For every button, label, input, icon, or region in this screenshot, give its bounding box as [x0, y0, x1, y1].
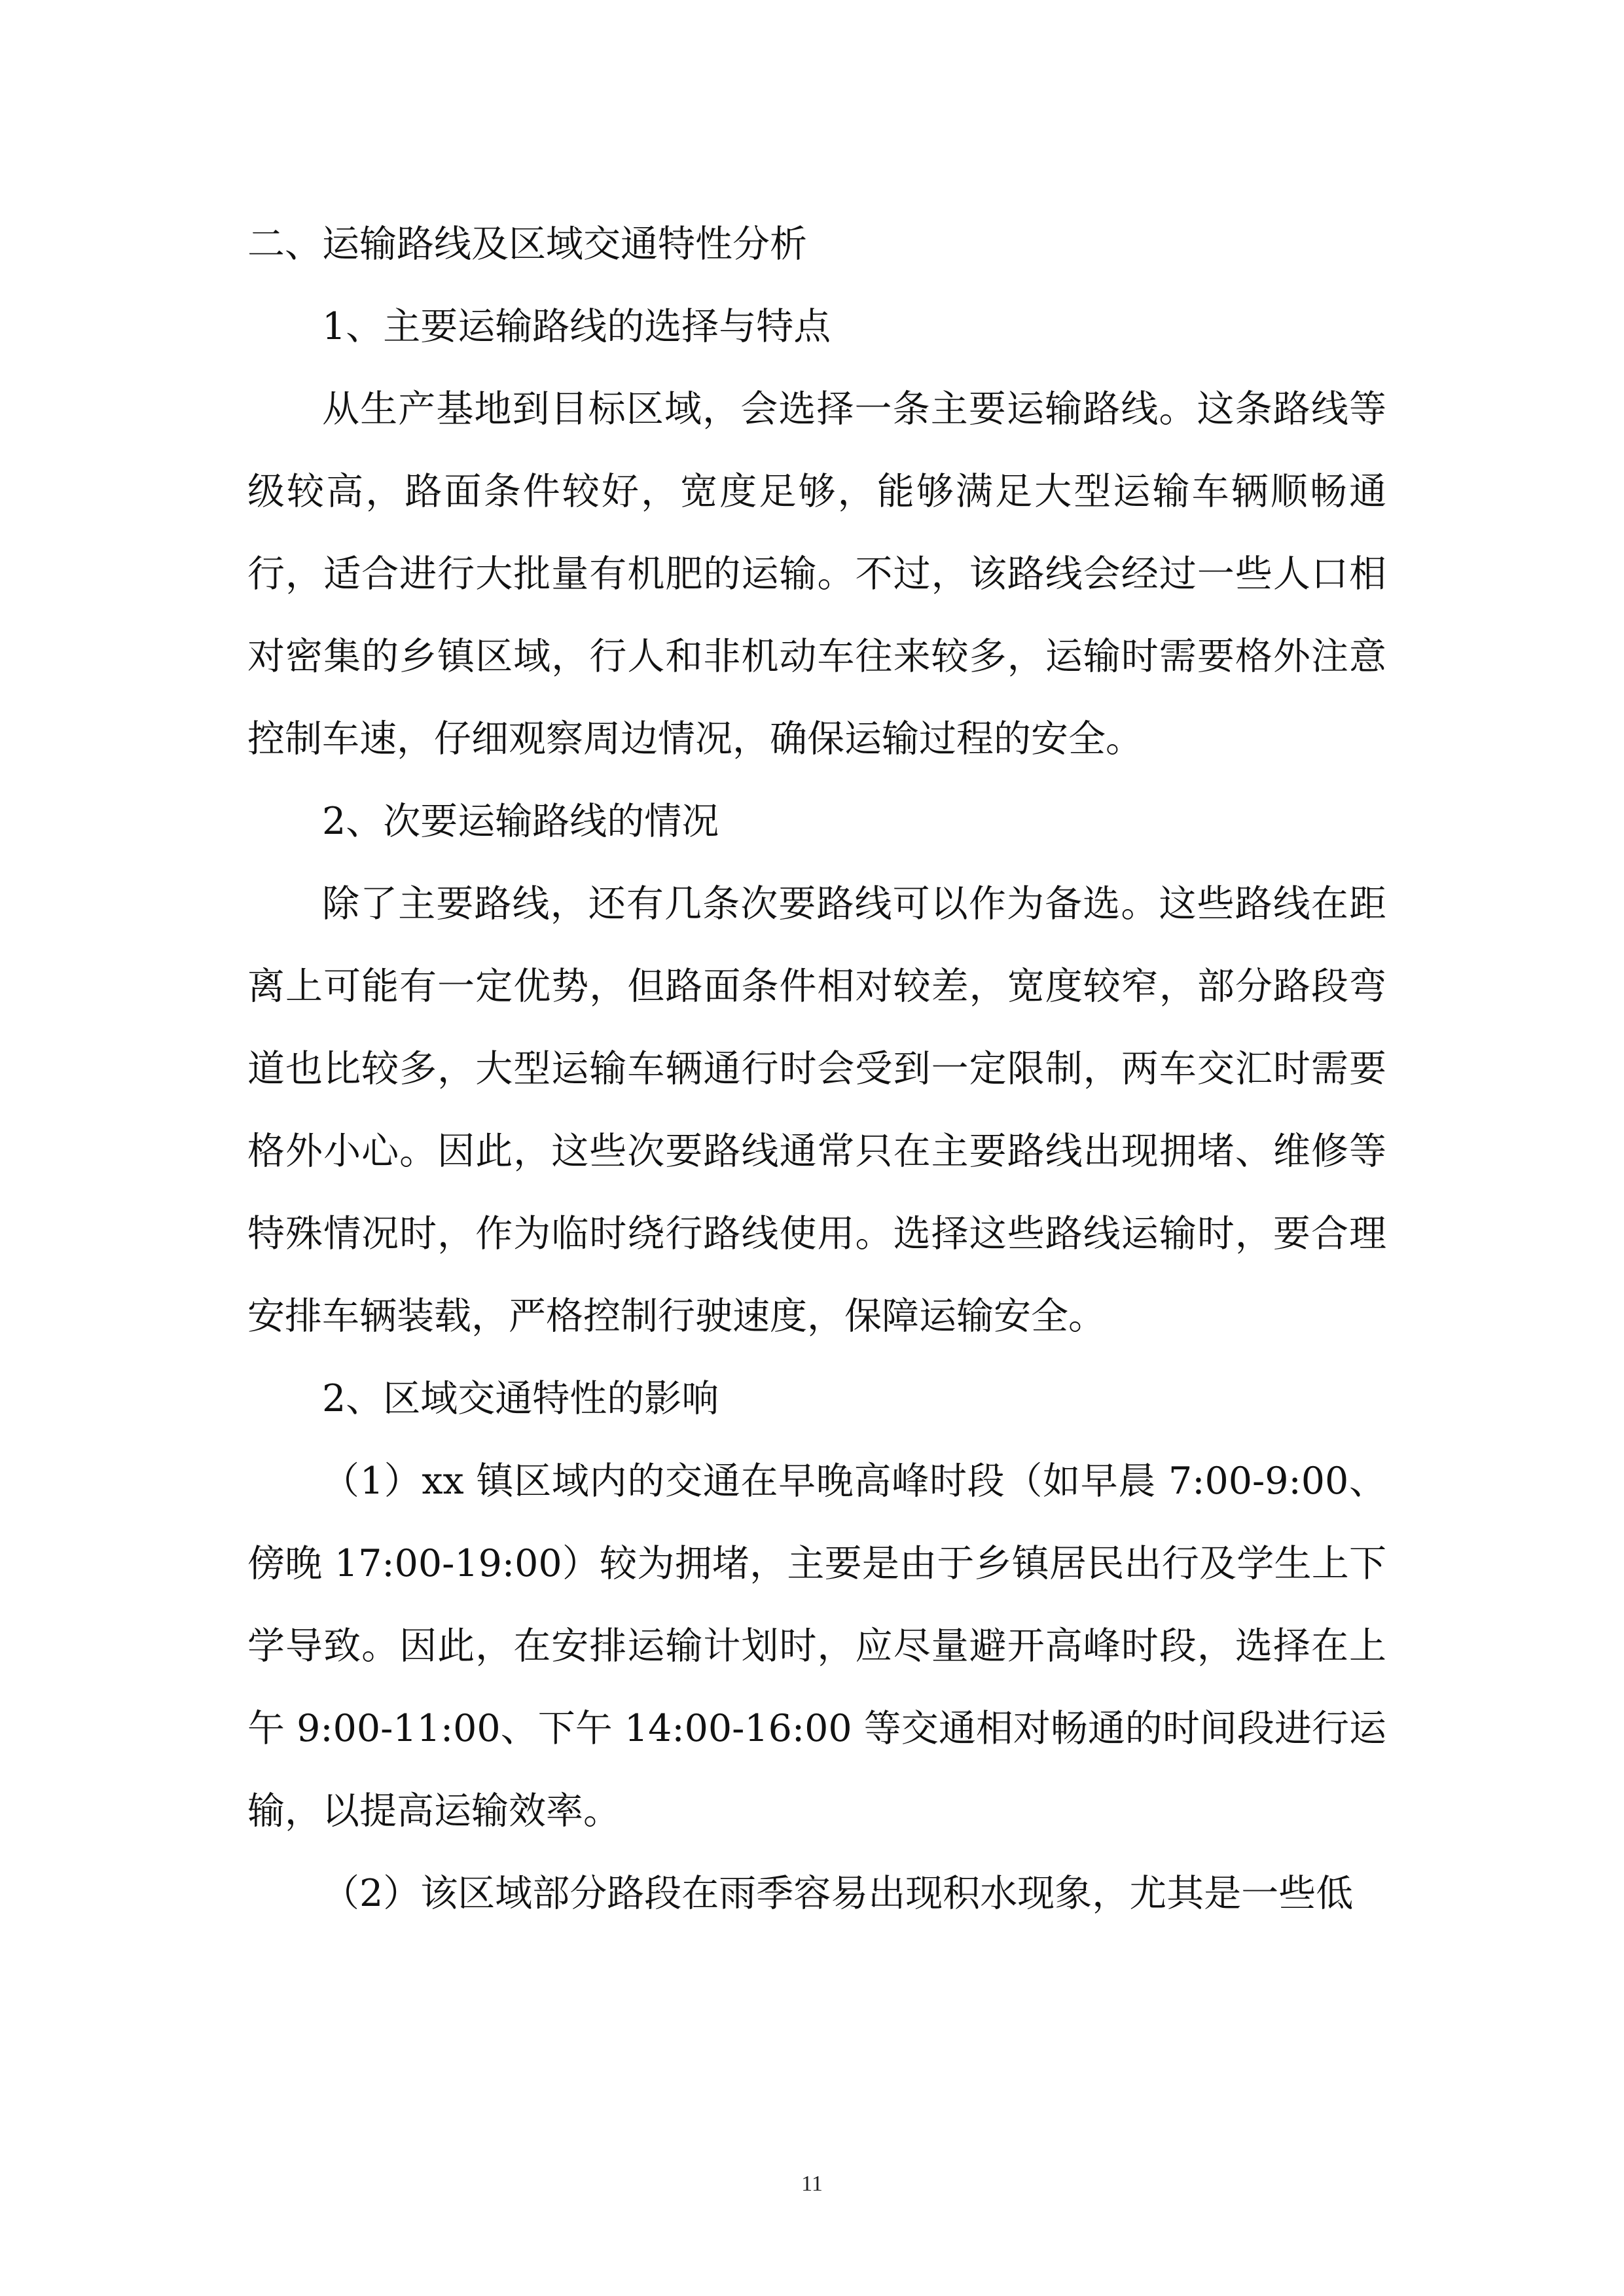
page-number: 11: [801, 2172, 823, 2196]
subsection-heading-traffic-impact: 2、区域交通特性的影响: [322, 1377, 719, 1420]
paragraph-peak-hours: （1）xx 镇区域内的交通在早晚高峰时段（如早晨 7:00-9:00、傍晚 17:00-19:00）较为拥堵，主要是由于乡镇居民出行及学生上下学导致。因此，在安排运输计划时，应尽量避开高峰时段，选择在上午 9:00-11:00、下午 14:00-16:00 等交通相对畅通的时间段进行运输，以提高运输效率。: [247, 1460, 1386, 1833]
subsection-heading-secondary-route: 2、次要运输路线的情况: [322, 800, 719, 843]
section-heading: 二、运输路线及区域交通特性分析: [247, 223, 807, 266]
paragraph-main-route: 从生产基地到目标区域，会选择一条主要运输路线。这条路线等级较高，路面条件较好，宽度足够，能够满足大型运输车辆顺畅通行，适合进行大批量有机肥的运输。不过，该路线会经过一些人口相对密集的乡镇区域，行人和非机动车往来较多，运输时需要格外注意控制车速，仔细观察周边情况，确保运输过程的安全。: [247, 387, 1386, 761]
paragraph-secondary-route: 除了主要路线，还有几条次要路线可以作为备选。这些路线在距离上可能有一定优势，但路面条件相对较差，宽度较窄，部分路段弯道也比较多，大型运输车辆通行时会受到一定限制，两车交汇时需要格外小心。因此，这些次要路线通常只在主要路线出现拥堵、维修等特殊情况时，作为临时绕行路线使用。选择这些路线运输时，要合理安排车辆装载，严格控制行驶速度，保障运输安全。: [247, 882, 1386, 1338]
subsection-heading-main-route: 1、主要运输路线的选择与特点: [322, 305, 831, 348]
paragraph-rainy-season: （2）该区域部分路段在雨季容易出现积水现象，尤其是一些低: [322, 1872, 1354, 1915]
document-body: [247, 203, 1386, 1935]
